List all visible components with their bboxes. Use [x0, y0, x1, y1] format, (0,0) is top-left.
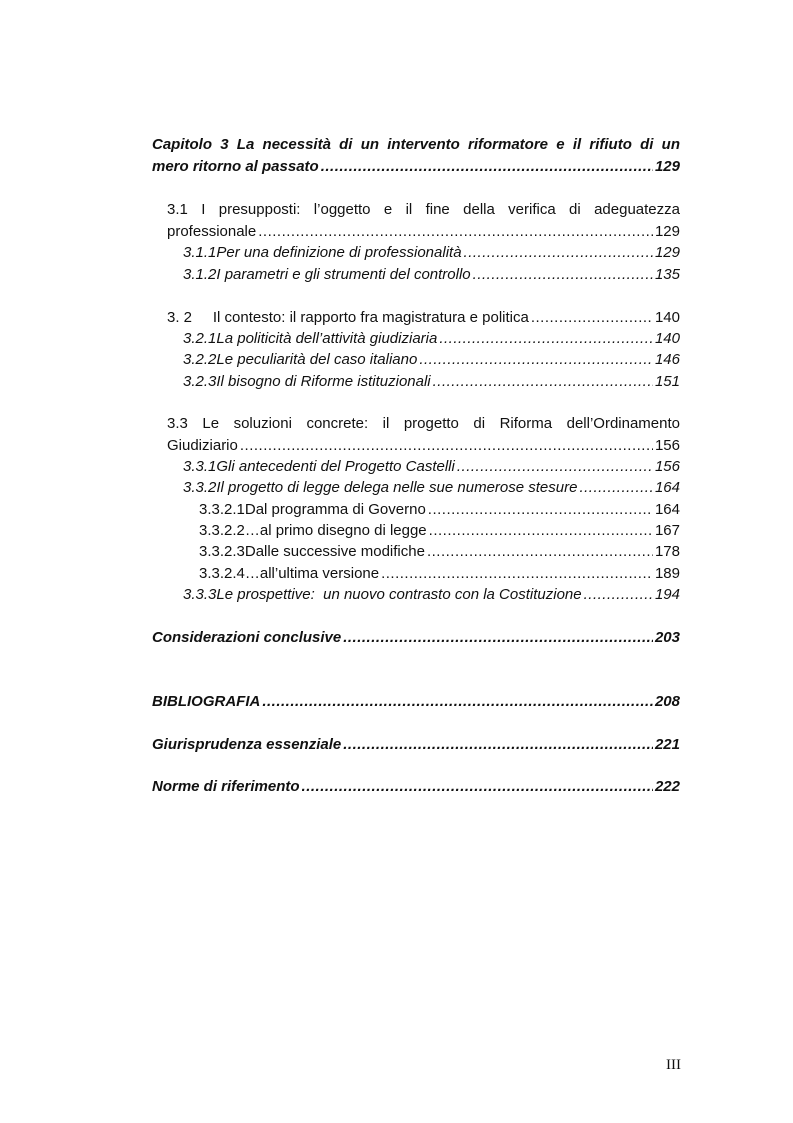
section-3-3-entry [167, 435, 680, 457]
jurisprudence-entry [152, 734, 680, 756]
toc-entry-3-3-2-1 [199, 499, 680, 521]
leader-dots [429, 520, 653, 542]
leader-dots [428, 499, 653, 521]
entry-page: 167 [654, 522, 680, 539]
norms-title: Norme di riferimento [152, 778, 300, 795]
toc-entry-3-3-2-4 [199, 563, 680, 585]
toc-entry-3-2-3 [183, 371, 680, 393]
entry-number: 3.3.2 [183, 479, 217, 496]
section-3-1-entry [167, 221, 680, 243]
norms-entry [152, 776, 680, 798]
entry-title: …all’ultima versione [244, 565, 380, 582]
entry-page: 140 [654, 330, 680, 347]
entry-number: 3.1.1 [183, 244, 217, 261]
toc-entry-3-3-2-3 [199, 541, 680, 563]
leader-dots [240, 435, 653, 457]
entry-number: 3.3.2.1 [199, 501, 245, 518]
entry-title: I parametri e gli strumenti del controllo [216, 266, 471, 283]
page-number: III [666, 1057, 681, 1073]
section-3-2-title: 3. 2 Il contesto: il rapporto fra magistratura e politica [167, 309, 529, 326]
toc-entry-3-3-2 [183, 477, 680, 499]
section-3-1-page: 129 [654, 223, 680, 240]
toc-entry-3-2-2 [183, 349, 680, 371]
section-3-3-title-line1: 3.3 Le soluzioni concrete: il progetto di Riforma dell’Ordinamento [167, 415, 680, 432]
leader-dots [258, 221, 653, 243]
toc-entry-3-3-1 [183, 456, 680, 478]
entry-number: 3.3.2.4 [199, 565, 245, 582]
leader-dots [343, 734, 653, 756]
entry-title: …al primo disegno di legge [244, 522, 427, 539]
leader-dots [381, 563, 653, 585]
entry-page: 146 [654, 351, 680, 368]
leader-dots [433, 371, 653, 393]
entry-page: 178 [654, 543, 680, 560]
toc-entry-3-1-1 [183, 242, 680, 264]
section-3-3-page: 156 [654, 437, 680, 454]
section-3-2-entry [167, 307, 680, 329]
leader-dots [302, 776, 653, 798]
conclusions-page: 203 [654, 629, 680, 646]
entry-title: La politicità dell’attività giudiziaria [216, 330, 438, 347]
entry-page: 156 [654, 458, 680, 475]
entry-number: 3.3.3 [183, 586, 217, 603]
section-3-1-title-line2: professionale [167, 223, 257, 240]
entry-title: Il progetto di legge delega nelle sue numerose stesure [216, 479, 578, 496]
entry-number: 3.2.1 [183, 330, 217, 347]
bibliography-title: BIBLIOGRAFIA [152, 693, 261, 710]
leader-dots [584, 584, 653, 606]
jurisprudence-title: Giurisprudenza essenziale [152, 736, 342, 753]
toc-entry-3-3-3 [183, 584, 680, 606]
chapter-3-entry [152, 156, 680, 178]
entry-title: Il bisogno di Riforme istituzionali [216, 373, 431, 390]
chapter-3-title-line2: mero ritorno al passato [152, 158, 319, 175]
entry-page: 164 [654, 479, 680, 496]
leader-dots [439, 328, 653, 350]
entry-title: Dal programma di Governo [244, 501, 426, 518]
entry-number: 3.3.2.3 [199, 543, 245, 560]
jurisprudence-page: 221 [654, 736, 680, 753]
chapter-3-title-line1: Capitolo 3 La necessità di un intervento riformatore e il rifiuto di un [152, 136, 680, 153]
leader-dots [464, 242, 653, 264]
leader-dots [579, 477, 653, 499]
leader-dots [262, 691, 653, 713]
chapter-3-page: 129 [654, 158, 680, 175]
entry-number: 3.3.1 [183, 458, 217, 475]
bibliography-page: 208 [654, 693, 680, 710]
entry-number: 3.3.2.2 [199, 522, 245, 539]
leader-dots [343, 627, 653, 649]
leader-dots [419, 349, 653, 371]
leader-dots [321, 156, 653, 178]
bibliography-entry [152, 691, 680, 713]
entry-title: Per una definizione di professionalità [216, 244, 462, 261]
toc-entry-3-3-2-2 [199, 520, 680, 542]
entry-title: Dalle successive modifiche [244, 543, 425, 560]
norms-page: 222 [654, 778, 680, 795]
conclusions-title: Considerazioni conclusive [152, 629, 342, 646]
entry-page: 135 [654, 266, 680, 283]
entry-title: Le peculiarità del caso italiano [216, 351, 418, 368]
entry-page: 129 [654, 244, 680, 261]
entry-page: 194 [654, 586, 680, 603]
toc-entry-3-2-1 [183, 328, 680, 350]
entry-page: 189 [654, 565, 680, 582]
entry-page: 164 [654, 501, 680, 518]
section-3-3-title-line2: Giudiziario [167, 437, 238, 454]
toc-entry-3-1-2 [183, 264, 680, 286]
entry-number: 3.1.2 [183, 266, 217, 283]
entry-number: 3.2.2 [183, 351, 217, 368]
entry-number: 3.2.3 [183, 373, 217, 390]
leader-dots [531, 307, 653, 329]
entry-page: 151 [654, 373, 680, 390]
section-3-2-page: 140 [654, 309, 680, 326]
leader-dots [473, 264, 653, 286]
section-3-1-title-line1: 3.1 I presupposti: l’oggetto e il fine della verifica di adeguatezza [167, 201, 680, 218]
entry-title: Gli antecedenti del Progetto Castelli [216, 458, 455, 475]
conclusions-entry [152, 627, 680, 649]
entry-title: Le prospettive: un nuovo contrasto con la Costituzione [216, 586, 582, 603]
leader-dots [427, 541, 653, 563]
leader-dots [457, 456, 653, 478]
